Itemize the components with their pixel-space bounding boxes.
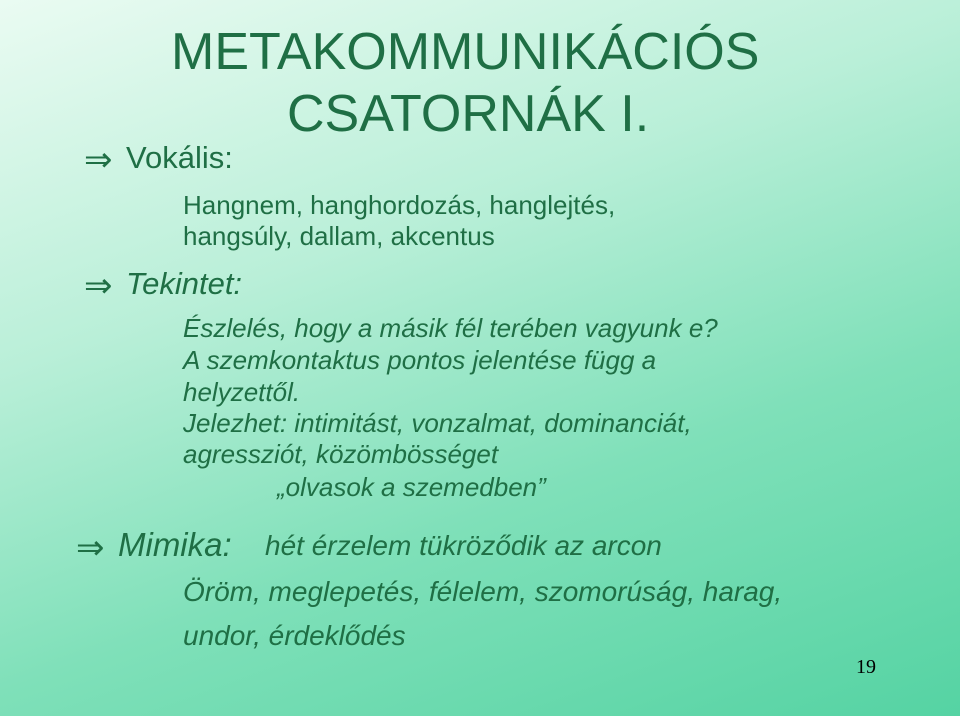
gaze-heading: Tekintet: bbox=[126, 266, 243, 301]
gaze-line-4: Jelezhet: intimitást, vonzalmat, dominanciát, bbox=[183, 408, 692, 438]
vocal-heading: Vokális: bbox=[126, 140, 233, 175]
title-line-1: METAKOMMUNIKÁCIÓS bbox=[171, 23, 760, 81]
vocal-line-1: Hangnem, hanghordozás, hanglejtés, bbox=[183, 190, 616, 220]
mimic-heading: Mimika: bbox=[118, 526, 232, 563]
mimic-line-1: Öröm, meglepetés, félelem, szomorúság, harag, bbox=[183, 576, 783, 607]
gaze-quote: „olvasok a szemedben” bbox=[277, 472, 546, 502]
double-arrow-icon: ⇒ bbox=[84, 140, 113, 180]
gaze-line-5: agressziót, közömbösséget bbox=[183, 439, 499, 469]
double-arrow-icon: ⇒ bbox=[76, 528, 105, 568]
mimic-line-2: undor, érdeklődés bbox=[183, 620, 406, 651]
gaze-line-1: Észlelés, hogy a másik fél terében vagyunk e? bbox=[183, 313, 718, 343]
double-arrow-icon: ⇒ bbox=[84, 266, 113, 306]
page-number: 19 bbox=[856, 656, 876, 678]
gaze-line-3: helyzettől. bbox=[183, 377, 301, 407]
gaze-line-2: A szemkontaktus pontos jelentése függ a bbox=[183, 345, 657, 375]
mimic-subtitle: hét érzelem tükröződik az arcon bbox=[265, 530, 662, 561]
title-line-2: CSATORNÁK I. bbox=[287, 85, 650, 143]
vocal-line-2: hangsúly, dallam, akcentus bbox=[183, 221, 495, 251]
